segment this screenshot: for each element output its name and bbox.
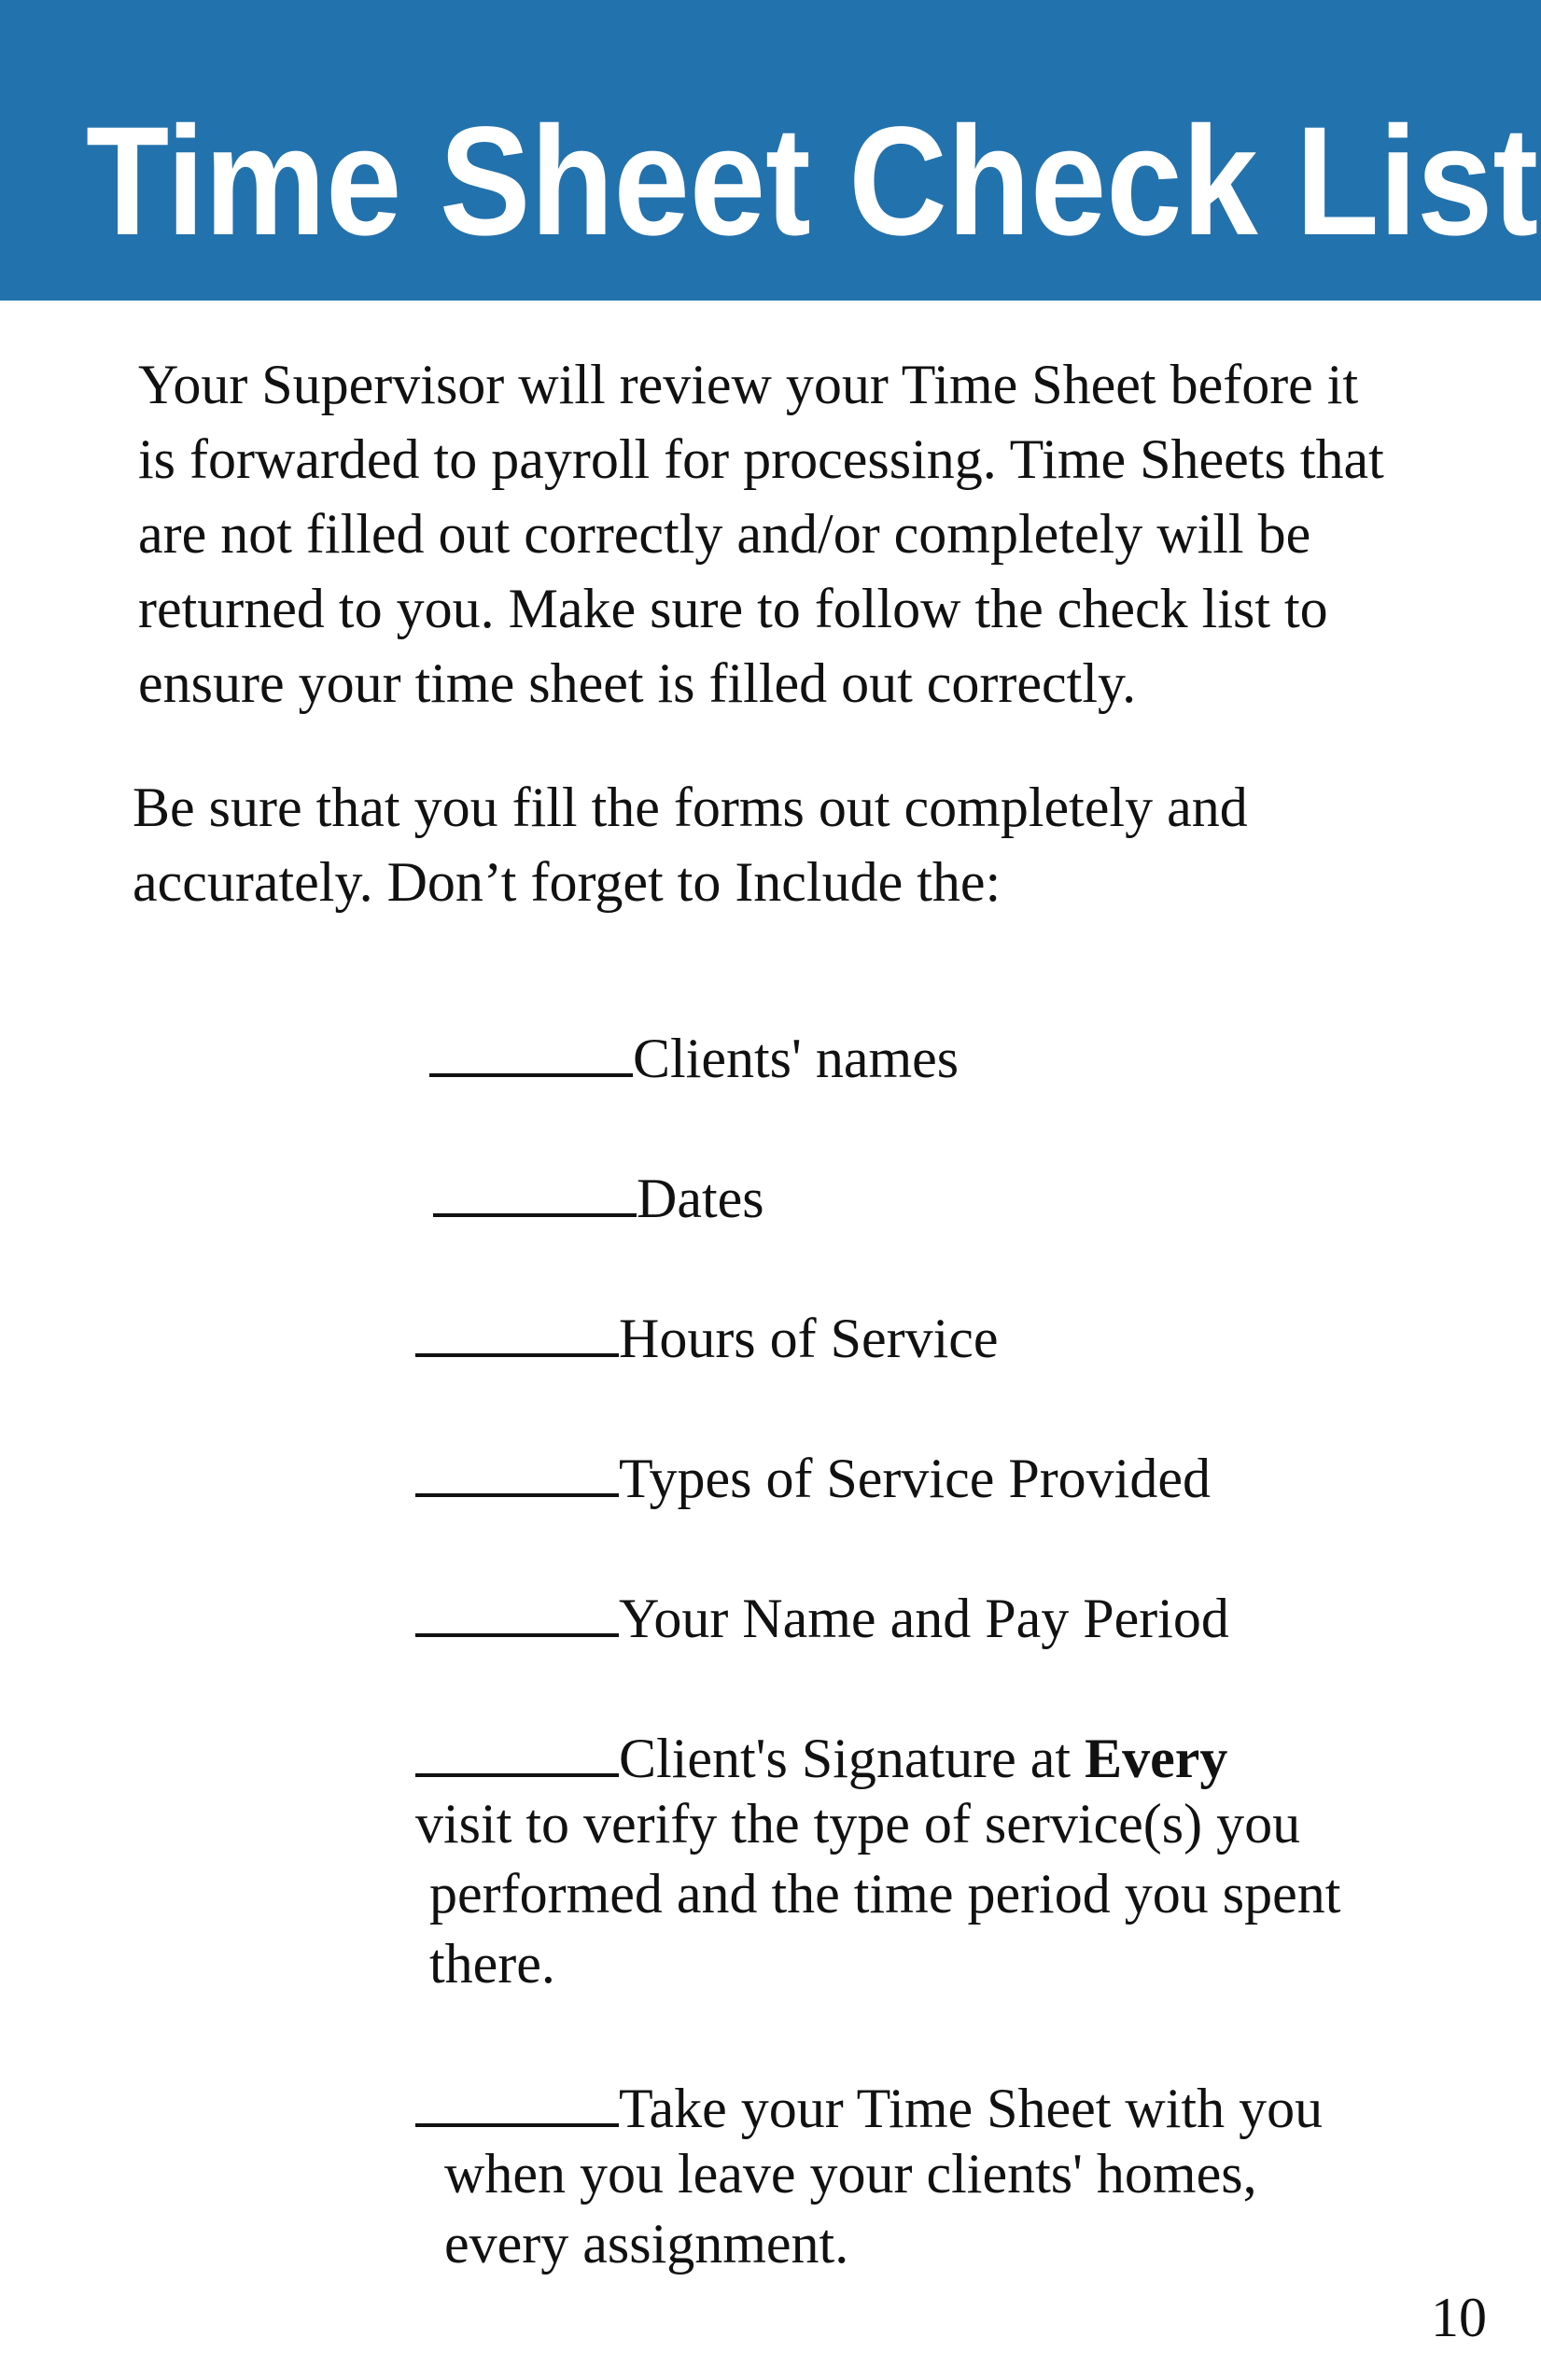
checklist-item-label: Types of Service Provided bbox=[619, 1448, 1211, 1509]
checkbox-blank-line[interactable] bbox=[415, 1579, 619, 1637]
intro-paragraph bbox=[138, 347, 1384, 721]
checklist-item-types-of-service[interactable] bbox=[415, 1439, 1211, 1514]
checkbox-blank-line[interactable] bbox=[415, 2069, 619, 2127]
checkbox-blank-line[interactable] bbox=[415, 1719, 619, 1777]
header-band bbox=[0, 0, 1541, 301]
checklist-item-dates[interactable] bbox=[433, 1159, 764, 1234]
checklist-item-hours-of-service[interactable] bbox=[415, 1299, 999, 1374]
emphasis-every: Every bbox=[1085, 1728, 1228, 1789]
page-number: 10 bbox=[1431, 2287, 1487, 2348]
checklist-item-label: Take your Time Sheet with you bbox=[619, 2078, 1324, 2139]
checklist-item-continuation: every assignment. bbox=[444, 2213, 849, 2275]
include-paragraph bbox=[133, 770, 1248, 919]
include-line: Be sure that you fill the forms out completely and bbox=[133, 777, 1248, 838]
intro-line: Your Supervisor will review your Time Sheet before it bbox=[138, 354, 1359, 415]
intro-line: ensure your time sheet is filled out correctly. bbox=[138, 652, 1137, 714]
page-title: Time Sheet Check List bbox=[86, 95, 1539, 268]
checklist-item-continuation: performed and the time period you spent bbox=[429, 1863, 1341, 1925]
checklist-item-label: Client's Signature at bbox=[619, 1728, 1086, 1789]
checkbox-blank-line[interactable] bbox=[433, 1159, 637, 1217]
intro-line: returned to you. Make sure to follow the check list to bbox=[138, 578, 1328, 639]
checklist-item-continuation: there. bbox=[429, 1933, 555, 1995]
intro-line: is forwarded to payroll for processing. Time Sheets that bbox=[138, 428, 1384, 490]
checklist-item-label: Hours of Service bbox=[619, 1308, 999, 1369]
checklist-item-label: Clients' names bbox=[633, 1028, 960, 1089]
checklist-item-name-pay-period[interactable] bbox=[415, 1579, 1229, 1654]
include-line: accurately. Don’t forget to Include the: bbox=[133, 851, 1002, 913]
checklist-item-label: Dates bbox=[637, 1168, 764, 1229]
intro-line: are not filled out correctly and/or completely will be bbox=[138, 503, 1311, 565]
checklist-item-client-signature[interactable] bbox=[415, 1719, 1227, 1794]
checklist-item-continuation: when you leave your clients' homes, bbox=[444, 2143, 1257, 2205]
checkbox-blank-line[interactable] bbox=[429, 1019, 633, 1077]
checklist-item-take-time-sheet[interactable] bbox=[415, 2069, 1323, 2144]
checkbox-blank-line[interactable] bbox=[415, 1299, 619, 1357]
checklist-item-label: Your Name and Pay Period bbox=[619, 1588, 1229, 1649]
checkbox-blank-line[interactable] bbox=[415, 1439, 619, 1497]
checklist-item-continuation: visit to verify the type of service(s) you bbox=[415, 1793, 1301, 1855]
checklist-item-clients-names[interactable] bbox=[429, 1019, 959, 1094]
